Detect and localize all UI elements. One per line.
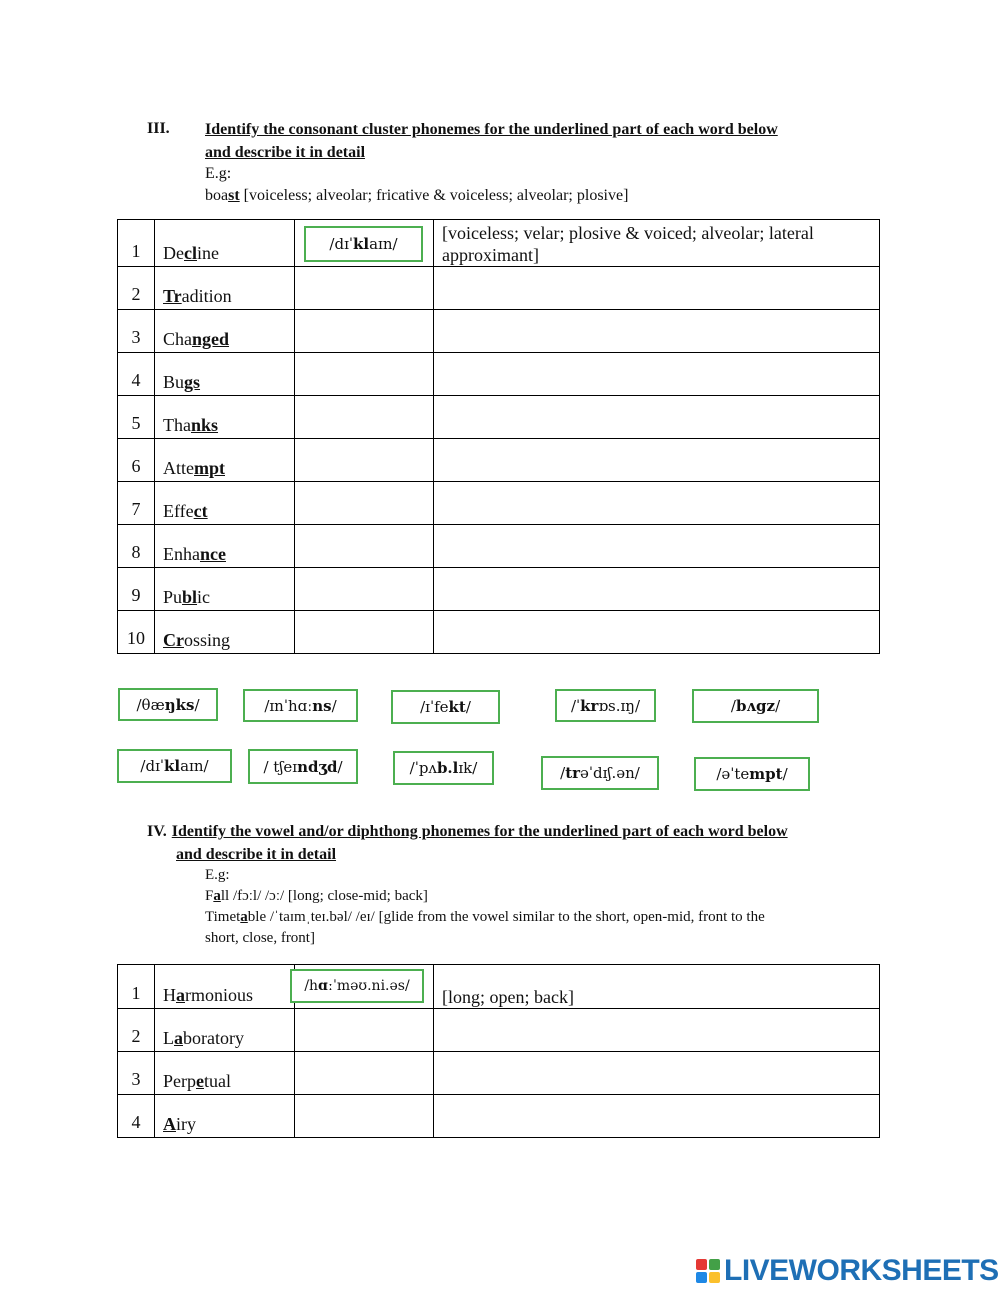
logo-text: LIVEWORKSHEETS [724,1254,999,1287]
word-pre: Pu [163,587,183,607]
row-number: 10 [118,611,155,654]
row-number: 2 [118,1009,155,1052]
row-word [155,482,295,525]
row-word [155,965,295,1009]
section4-title-line1 [147,820,887,843]
answer-chip[interactable] [541,756,659,790]
description-cell[interactable] [434,439,880,482]
liveworksheets-logo [696,1254,999,1288]
chip-text-bold: ndʒd [297,757,338,776]
word-underlined: nged [192,329,230,349]
section4-eg2 [205,907,865,928]
logo-block [709,1272,720,1283]
chip-text-post: ɪk/ [458,759,478,777]
word-underlined: a [176,985,185,1005]
row-word [155,396,295,439]
phoneme-drop-cell[interactable] [295,611,434,654]
chip-text-pre: /əˈte [716,765,750,783]
section4-eg1 [205,886,865,907]
row-number: 5 [118,396,155,439]
description-cell[interactable] [434,525,880,568]
section4-title-text1: Identify the vowel and/or diphthong phonemes for the underlined part of each word below [171,823,788,840]
word-pre: H [163,985,176,1005]
chip-text-bold: b.l [436,759,459,777]
section4-eg-label: E.g: [205,867,230,883]
word-underlined: mpt [194,458,225,478]
row-word [155,220,295,267]
word-post: tual [204,1071,231,1091]
placed-answer-chip-harmonious[interactable] [290,969,424,1003]
section4-number: IV. [147,823,167,840]
answer-chip[interactable] [117,749,232,783]
chip-text-pre: /ˈpʌ [409,759,437,777]
chip-text-pre: /ɪˈfe [420,698,449,716]
eg1-desc: /fɔːl/ /ɔː/ [long; close-mid; back] [229,888,428,904]
row-word [155,1009,295,1052]
row-number: 6 [118,439,155,482]
phoneme-drop-cell[interactable] [295,353,434,396]
consonant-table [117,219,880,654]
description-cell[interactable] [434,611,880,654]
chip-text-pre: / tʃeɪ [263,757,298,776]
chip-text-bold: kl [164,757,181,775]
word-underlined: Cr [163,630,184,650]
description-cell[interactable] [434,1095,880,1138]
table-row [118,396,880,439]
table-row [118,267,880,310]
answer-chip[interactable] [118,688,218,721]
chip-text-post: / [337,757,343,776]
row-word [155,1052,295,1095]
logo-block [709,1259,720,1270]
answer-chip[interactable] [694,757,810,791]
chip-text-post: / [465,698,471,716]
section3-title-line1: Identify the consonant cluster phonemes for the underlined part of each word below [205,121,778,138]
word-underlined: ct [193,501,208,521]
eg-word-underlined: st [228,187,240,204]
phoneme-drop-cell[interactable] [295,439,434,482]
row-word [155,1095,295,1138]
chip-text-pre: /θæ [136,695,165,714]
eg1-pre: F [205,888,214,904]
word-pre: Effe [163,501,194,521]
row-word [155,611,295,654]
table-row [118,353,880,396]
chip-text-pre: /dɪˈ [329,235,353,253]
word-pre: Bu [163,372,185,392]
eg1-ul: a [213,888,221,904]
eg-word-pre: boa [205,187,229,204]
eg2-post: ble [247,909,267,925]
phoneme-drop-cell[interactable] [295,568,434,611]
row-word [155,439,295,482]
phoneme-drop-cell[interactable] [295,1052,434,1095]
row-number: 9 [118,568,155,611]
table-row [118,1009,880,1052]
eg2-ul: a [240,909,248,925]
chip-text-bold: ɑː [318,978,334,994]
phoneme-drop-cell[interactable] [295,267,434,310]
logo-block [696,1259,707,1270]
answer-chip[interactable] [692,689,819,723]
table-row [118,310,880,353]
word-pre: Cha [163,329,192,349]
phoneme-drop-cell[interactable] [295,396,434,439]
placed-answer-chip-decline[interactable] [304,226,423,262]
eg1-post: ll [220,888,230,904]
word-pre: De [163,243,184,263]
chip-text-bold: tr [565,764,581,782]
description-cell[interactable]: [voiceless; velar; plosive & voiced; alveolar; lateral approximant] [434,220,880,267]
phoneme-drop-cell[interactable] [295,310,434,353]
section4-title-line2: and describe it in detail [176,846,337,863]
row-word [155,568,295,611]
row-number: 8 [118,525,155,568]
row-number: 7 [118,482,155,525]
chip-text-post: / [331,696,337,715]
chip-text-pre: / [730,697,736,715]
table-row [118,439,880,482]
row-word [155,525,295,568]
logo-block [696,1272,707,1283]
word-post: rmonious [185,985,254,1005]
table-row [118,611,880,654]
row-number: 2 [118,267,155,310]
chip-text-post: / [194,695,200,714]
chip-text-bold: kr [580,696,599,715]
word-pre: Enha [163,544,200,564]
chip-text-pre: /dɪˈ [140,757,164,775]
row-number: 4 [118,353,155,396]
chip-text-post: ɒs.ɪŋ/ [598,696,641,715]
word-pre: Atte [163,458,194,478]
word-post: ic [197,587,211,607]
description-cell[interactable] [434,267,880,310]
section3-eg-line [205,185,628,207]
table-row [118,965,880,1009]
description-cell[interactable] [434,1052,880,1095]
answer-chip[interactable] [243,689,358,722]
word-underlined: a [174,1028,183,1048]
logo-mark-icon [696,1259,720,1283]
table-row [118,1095,880,1138]
answer-chip[interactable] [555,689,656,722]
table-row [118,482,880,525]
row-number: 1 [118,220,155,267]
section4-example [205,865,865,949]
answer-chip[interactable] [393,751,494,785]
section3-number: III. [147,120,170,137]
vowel-table [117,964,880,1138]
word-underlined: cl [184,243,197,263]
row-word [155,310,295,353]
chip-text-bold: ŋks [164,695,195,714]
chip-text-post: əˈdɪʃ.ən/ [580,764,640,782]
chip-text-bold: ns [312,696,332,715]
table-row [118,525,880,568]
row-number: 3 [118,310,155,353]
chip-text-pre: /ɪnˈhɑː [264,696,313,715]
word-underlined: bl [182,587,198,607]
word-post: iry [176,1114,196,1134]
answer-chip[interactable] [248,749,358,784]
word-underlined: nce [199,544,226,564]
section4-eg2-line2: short, close, front] [205,930,315,946]
chip-text-bold: kl [353,235,370,253]
chip-text-post: aɪn/ [369,235,398,253]
eg-desc: [voiceless; alveolar; fricative & voiceless; alveolar; plosive] [239,187,629,204]
phoneme-drop-cell[interactable] [295,1095,434,1138]
description-cell[interactable] [434,482,880,525]
row-number: 1 [118,965,155,1009]
table-row [118,568,880,611]
word-pre: Tha [163,415,191,435]
description-cell[interactable]: [long; open; back] [434,965,880,1009]
chip-text-pre: / [560,764,566,782]
eg2-pre: Timet [205,909,241,925]
description-cell[interactable] [434,353,880,396]
word-underlined: nks [190,415,219,435]
answer-chip[interactable] [391,690,500,724]
word-post: ine [197,243,219,263]
row-word [155,267,295,310]
word-post: boratory [183,1028,244,1048]
description-cell[interactable] [434,396,880,439]
section4-title [147,820,887,866]
chip-text-post: ˈməʊ.ni.əs/ [333,978,410,994]
word-post: adition [181,286,232,306]
phoneme-drop-cell[interactable] [295,1009,434,1052]
word-pre: Perp [163,1071,196,1091]
table-row [118,1052,880,1095]
word-post: ossing [184,630,231,650]
table-row [118,220,880,267]
chip-text-post: aɪn/ [180,757,209,775]
row-number: 4 [118,1095,155,1138]
description-cell[interactable] [434,310,880,353]
chip-text-bold: kt [448,698,466,716]
chip-text-bold: mpt [749,765,783,783]
word-underlined: gs [184,372,201,392]
eg2-desc: /ˈtaɪmˌteɪ.bəl/ /eɪ/ [glide from the vowel similar to the short, open-mid, front to the [266,909,765,925]
description-cell[interactable] [434,1009,880,1052]
chip-text-bold: bʌgz [735,697,776,715]
chip-text-pre: /ˈ [570,696,581,715]
section3-title [205,118,885,164]
word-pre: L [163,1028,174,1048]
section3-title-line2: and describe it in detail [205,144,366,161]
chip-text-pre: /h [304,978,319,994]
word-underlined: A [163,1114,176,1134]
section3-eg-label: E.g: [205,165,232,182]
chip-text-post: / [775,697,781,715]
description-cell[interactable] [434,568,880,611]
chip-text-post: / [782,765,788,783]
word-underlined: e [196,1071,204,1091]
row-number: 3 [118,1052,155,1095]
section3-example [205,163,628,207]
phoneme-drop-cell[interactable] [295,525,434,568]
word-underlined: Tr [163,286,182,306]
phoneme-drop-cell[interactable] [295,482,434,525]
row-word [155,353,295,396]
